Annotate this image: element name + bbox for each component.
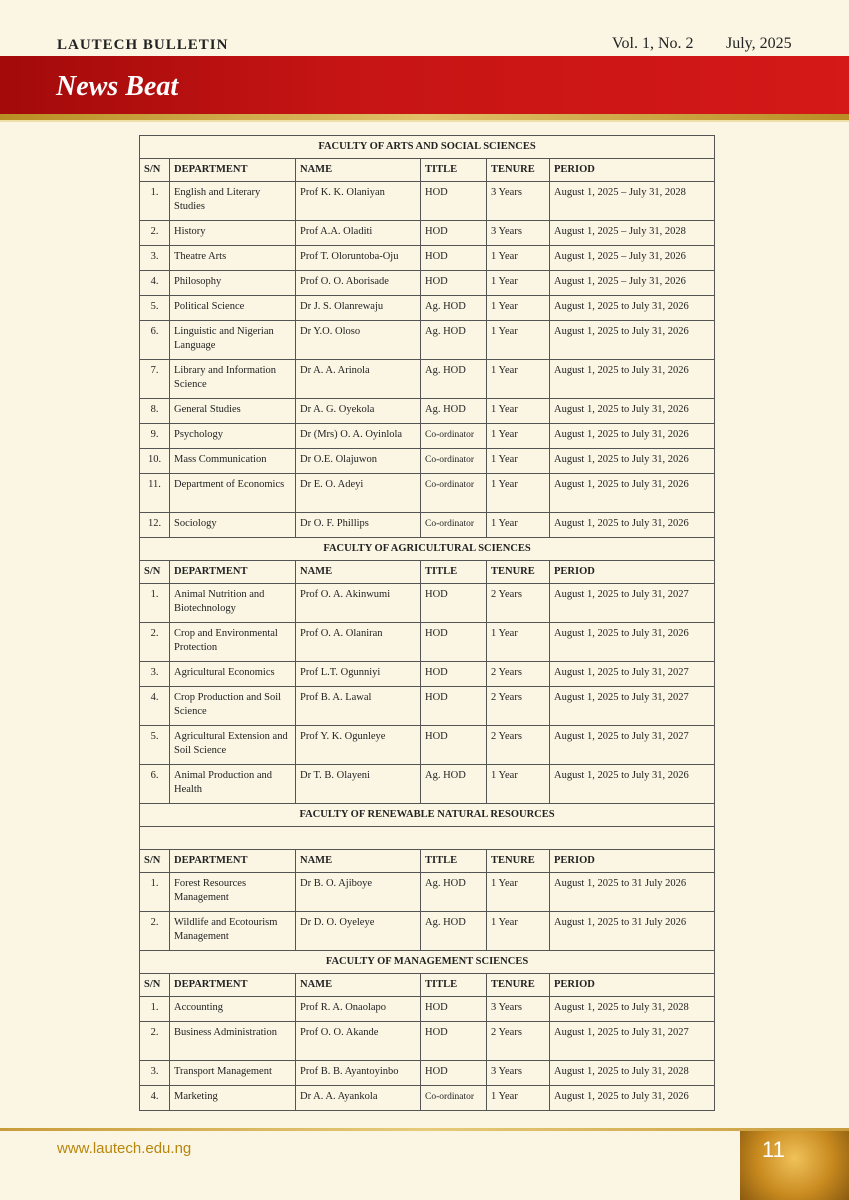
cell-period: August 1, 2025 – July 31, 2026 <box>550 271 715 296</box>
cell-name: Prof R. A. Onaolapo <box>296 997 421 1022</box>
cell-sn: 3. <box>140 1061 170 1086</box>
cell-department: Philosophy <box>170 271 296 296</box>
cell-department: Library and Information Science <box>170 360 296 399</box>
faculty-heading-row <box>140 136 715 159</box>
cell-tenure: 1 Year <box>487 474 550 513</box>
issue-date: July, 2025 <box>726 35 792 52</box>
column-header-name: NAME <box>296 159 421 182</box>
cell-tenure: 1 Year <box>487 321 550 360</box>
cell-title: HOD <box>421 662 487 687</box>
cell-sn: 1. <box>140 584 170 623</box>
cell-name: Dr O.E. Olajuwon <box>296 449 421 474</box>
table-row <box>140 623 715 662</box>
cell-department: Department of Economics <box>170 474 296 513</box>
column-header-period: PERIOD <box>550 159 715 182</box>
table-row <box>140 1061 715 1086</box>
appointments-table <box>139 135 715 1111</box>
cell-department: Sociology <box>170 513 296 538</box>
cell-name: Dr Y.O. Oloso <box>296 321 421 360</box>
cell-name: Dr T. B. Olayeni <box>296 765 421 804</box>
table-row <box>140 399 715 424</box>
gold-divider-thin <box>0 120 849 122</box>
cell-department: Crop Production and Soil Science <box>170 687 296 726</box>
cell-title: HOD <box>421 997 487 1022</box>
table-row <box>140 997 715 1022</box>
cell-sn: 6. <box>140 765 170 804</box>
cell-tenure: 3 Years <box>487 182 550 221</box>
column-header-title: TITLE <box>421 561 487 584</box>
cell-tenure: 1 Year <box>487 765 550 804</box>
cell-sn: 7. <box>140 360 170 399</box>
column-header-sn: S/N <box>140 561 170 584</box>
cell-title: Ag. HOD <box>421 296 487 321</box>
faculty-heading-row <box>140 538 715 561</box>
column-header-tenure: TENURE <box>487 974 550 997</box>
cell-sn: 1. <box>140 873 170 912</box>
cell-title: Ag. HOD <box>421 873 487 912</box>
cell-period: August 1, 2025 to July 31, 2026 <box>550 360 715 399</box>
cell-title: HOD <box>421 584 487 623</box>
column-header-period: PERIOD <box>550 974 715 997</box>
table-row <box>140 726 715 765</box>
cell-title: Co-ordinator <box>421 449 487 474</box>
cell-tenure: 1 Year <box>487 1086 550 1111</box>
cell-name: Dr B. O. Ajiboye <box>296 873 421 912</box>
table-row <box>140 1086 715 1111</box>
blank-cell <box>140 827 715 850</box>
cell-tenure: 1 Year <box>487 912 550 951</box>
cell-title: HOD <box>421 246 487 271</box>
table-row <box>140 182 715 221</box>
cell-tenure: 2 Years <box>487 1022 550 1061</box>
cell-name: Prof O. A. Akinwumi <box>296 584 421 623</box>
cell-sn: 2. <box>140 623 170 662</box>
cell-sn: 10. <box>140 449 170 474</box>
column-header-department: DEPARTMENT <box>170 850 296 873</box>
cell-tenure: 1 Year <box>487 424 550 449</box>
cell-title: Co-ordinator <box>421 1086 487 1111</box>
column-header-row <box>140 159 715 182</box>
cell-name: Prof Y. K. Ogunleye <box>296 726 421 765</box>
cell-title: Ag. HOD <box>421 360 487 399</box>
cell-title: HOD <box>421 1022 487 1061</box>
cell-department: Marketing <box>170 1086 296 1111</box>
volume-label: Vol. 1, No. 2 <box>612 35 694 52</box>
cell-tenure: 1 Year <box>487 360 550 399</box>
cell-tenure: 1 Year <box>487 623 550 662</box>
cell-department: Business Administration <box>170 1022 296 1061</box>
cell-tenure: 3 Years <box>487 1061 550 1086</box>
column-header-sn: S/N <box>140 159 170 182</box>
column-header-department: DEPARTMENT <box>170 561 296 584</box>
cell-department: General Studies <box>170 399 296 424</box>
cell-department: Psychology <box>170 424 296 449</box>
cell-department: Linguistic and Nigerian Language <box>170 321 296 360</box>
column-header-row <box>140 850 715 873</box>
cell-department: Mass Communication <box>170 449 296 474</box>
cell-sn: 9. <box>140 424 170 449</box>
cell-period: August 1, 2025 to July 31, 2026 <box>550 513 715 538</box>
cell-period: August 1, 2025 to July 31, 2027 <box>550 1022 715 1061</box>
table-row <box>140 662 715 687</box>
blank-row <box>140 827 715 850</box>
cell-sn: 1. <box>140 997 170 1022</box>
cell-department: Animal Nutrition and Biotechnology <box>170 584 296 623</box>
table-row <box>140 513 715 538</box>
cell-period: August 1, 2025 – July 31, 2026 <box>550 246 715 271</box>
cell-title: Ag. HOD <box>421 912 487 951</box>
column-header-sn: S/N <box>140 974 170 997</box>
table-row <box>140 765 715 804</box>
table-row <box>140 687 715 726</box>
cell-name: Dr D. O. Oyeleye <box>296 912 421 951</box>
cell-sn: 2. <box>140 221 170 246</box>
cell-name: Dr A. A. Arinola <box>296 360 421 399</box>
table-row <box>140 474 715 513</box>
cell-period: August 1, 2025 to July 31, 2026 <box>550 321 715 360</box>
cell-sn: 12. <box>140 513 170 538</box>
cell-sn: 4. <box>140 271 170 296</box>
cell-tenure: 1 Year <box>487 271 550 296</box>
cell-period: August 1, 2025 to July 31, 2027 <box>550 584 715 623</box>
cell-name: Dr A. A. Ayankola <box>296 1086 421 1111</box>
cell-department: Forest Resources Management <box>170 873 296 912</box>
column-header-row <box>140 974 715 997</box>
column-header-tenure: TENURE <box>487 561 550 584</box>
table-row <box>140 221 715 246</box>
appointments-table-wrapper <box>139 135 714 1111</box>
column-header-title: TITLE <box>421 974 487 997</box>
cell-title: HOD <box>421 271 487 296</box>
table-row <box>140 424 715 449</box>
section-title: News Beat <box>56 71 179 102</box>
cell-department: History <box>170 221 296 246</box>
table-row <box>140 271 715 296</box>
cell-name: Prof O. O. Aborisade <box>296 271 421 296</box>
cell-department: Agricultural Economics <box>170 662 296 687</box>
cell-tenure: 2 Years <box>487 726 550 765</box>
cell-period: August 1, 2025 to July 31, 2028 <box>550 1061 715 1086</box>
faculty-heading: FACULTY OF ARTS AND SOCIAL SCIENCES <box>140 136 715 159</box>
cell-name: Prof K. K. Olaniyan <box>296 182 421 221</box>
cell-sn: 6. <box>140 321 170 360</box>
cell-period: August 1, 2025 – July 31, 2028 <box>550 221 715 246</box>
cell-tenure: 1 Year <box>487 873 550 912</box>
cell-name: Dr O. F. Phillips <box>296 513 421 538</box>
cell-title: Co-ordinator <box>421 513 487 538</box>
cell-name: Dr E. O. Adeyi <box>296 474 421 513</box>
cell-title: Co-ordinator <box>421 474 487 513</box>
cell-title: HOD <box>421 1061 487 1086</box>
cell-tenure: 1 Year <box>487 513 550 538</box>
cell-title: HOD <box>421 687 487 726</box>
table-row <box>140 321 715 360</box>
cell-period: August 1, 2025 to July 31, 2026 <box>550 474 715 513</box>
cell-tenure: 1 Year <box>487 296 550 321</box>
cell-period: August 1, 2025 to July 31, 2026 <box>550 296 715 321</box>
column-header-name: NAME <box>296 561 421 584</box>
cell-sn: 4. <box>140 687 170 726</box>
column-header-name: NAME <box>296 974 421 997</box>
cell-tenure: 2 Years <box>487 662 550 687</box>
column-header-period: PERIOD <box>550 850 715 873</box>
cell-period: August 1, 2025 to July 31, 2026 <box>550 1086 715 1111</box>
table-row <box>140 1022 715 1061</box>
cell-period: August 1, 2025 to July 31, 2026 <box>550 623 715 662</box>
column-header-row <box>140 561 715 584</box>
cell-tenure: 1 Year <box>487 399 550 424</box>
cell-period: August 1, 2025 – July 31, 2028 <box>550 182 715 221</box>
table-row <box>140 912 715 951</box>
column-header-department: DEPARTMENT <box>170 974 296 997</box>
column-header-name: NAME <box>296 850 421 873</box>
cell-sn: 5. <box>140 296 170 321</box>
cell-sn: 3. <box>140 662 170 687</box>
cell-department: Wildlife and Ecotourism Management <box>170 912 296 951</box>
footer-divider <box>0 1128 849 1131</box>
column-header-title: TITLE <box>421 850 487 873</box>
cell-department: English and Literary Studies <box>170 182 296 221</box>
cell-sn: 4. <box>140 1086 170 1111</box>
cell-sn: 3. <box>140 246 170 271</box>
cell-title: Ag. HOD <box>421 321 487 360</box>
cell-title: HOD <box>421 182 487 221</box>
cell-period: August 1, 2025 to 31 July 2026 <box>550 912 715 951</box>
cell-period: August 1, 2025 to July 31, 2026 <box>550 449 715 474</box>
cell-name: Dr J. S. Olanrewaju <box>296 296 421 321</box>
cell-name: Prof A.A. Oladiti <box>296 221 421 246</box>
column-header-period: PERIOD <box>550 561 715 584</box>
column-header-department: DEPARTMENT <box>170 159 296 182</box>
cell-sn: 1. <box>140 182 170 221</box>
table-row <box>140 584 715 623</box>
faculty-heading: FACULTY OF MANAGEMENT SCIENCES <box>140 951 715 974</box>
cell-title: HOD <box>421 726 487 765</box>
website-link[interactable]: www.lautech.edu.ng <box>57 1140 192 1157</box>
cell-name: Prof B. A. Lawal <box>296 687 421 726</box>
cell-period: August 1, 2025 to July 31, 2028 <box>550 997 715 1022</box>
cell-title: Ag. HOD <box>421 399 487 424</box>
table-row <box>140 873 715 912</box>
table-row <box>140 246 715 271</box>
cell-name: Prof B. B. Ayantoyinbo <box>296 1061 421 1086</box>
cell-department: Crop and Environmental Protection <box>170 623 296 662</box>
cell-department: Accounting <box>170 997 296 1022</box>
cell-department: Agricultural Extension and Soil Science <box>170 726 296 765</box>
bulletin-title: LAUTECH BULLETIN <box>57 37 229 53</box>
cell-period: August 1, 2025 to July 31, 2026 <box>550 765 715 804</box>
cell-department: Theatre Arts <box>170 246 296 271</box>
column-header-tenure: TENURE <box>487 850 550 873</box>
cell-name: Dr (Mrs) O. A. Oyinlola <box>296 424 421 449</box>
table-row <box>140 296 715 321</box>
cell-department: Animal Production and Health <box>170 765 296 804</box>
page-number: 11 <box>762 1137 785 1162</box>
cell-name: Prof O. O. Akande <box>296 1022 421 1061</box>
page-number-box <box>740 1131 849 1200</box>
cell-title: Ag. HOD <box>421 765 487 804</box>
cell-department: Transport Management <box>170 1061 296 1086</box>
cell-name: Dr A. G. Oyekola <box>296 399 421 424</box>
column-header-tenure: TENURE <box>487 159 550 182</box>
cell-tenure: 2 Years <box>487 687 550 726</box>
cell-tenure: 1 Year <box>487 246 550 271</box>
column-header-sn: S/N <box>140 850 170 873</box>
faculty-heading: FACULTY OF RENEWABLE NATURAL RESOURCES <box>140 804 715 827</box>
cell-title: HOD <box>421 221 487 246</box>
column-header-title: TITLE <box>421 159 487 182</box>
cell-title: HOD <box>421 623 487 662</box>
cell-sn: 2. <box>140 912 170 951</box>
cell-tenure: 2 Years <box>487 584 550 623</box>
cell-period: August 1, 2025 to July 31, 2026 <box>550 399 715 424</box>
cell-name: Prof L.T. Ogunniyi <box>296 662 421 687</box>
cell-tenure: 3 Years <box>487 997 550 1022</box>
cell-period: August 1, 2025 to July 31, 2027 <box>550 726 715 765</box>
table-row <box>140 360 715 399</box>
cell-period: August 1, 2025 to July 31, 2026 <box>550 424 715 449</box>
cell-name: Prof T. Oloruntoba-Oju <box>296 246 421 271</box>
cell-title: Co-ordinator <box>421 424 487 449</box>
cell-tenure: 3 Years <box>487 221 550 246</box>
cell-sn: 2. <box>140 1022 170 1061</box>
cell-period: August 1, 2025 to July 31, 2027 <box>550 662 715 687</box>
faculty-heading-row <box>140 804 715 827</box>
cell-tenure: 1 Year <box>487 449 550 474</box>
cell-department: Political Science <box>170 296 296 321</box>
cell-name: Prof O. A. Olaniran <box>296 623 421 662</box>
cell-sn: 11. <box>140 474 170 513</box>
faculty-heading-row <box>140 951 715 974</box>
table-row <box>140 449 715 474</box>
cell-sn: 8. <box>140 399 170 424</box>
cell-sn: 5. <box>140 726 170 765</box>
cell-period: August 1, 2025 to 31 July 2026 <box>550 873 715 912</box>
faculty-heading: FACULTY OF AGRICULTURAL SCIENCES <box>140 538 715 561</box>
cell-period: August 1, 2025 to July 31, 2027 <box>550 687 715 726</box>
